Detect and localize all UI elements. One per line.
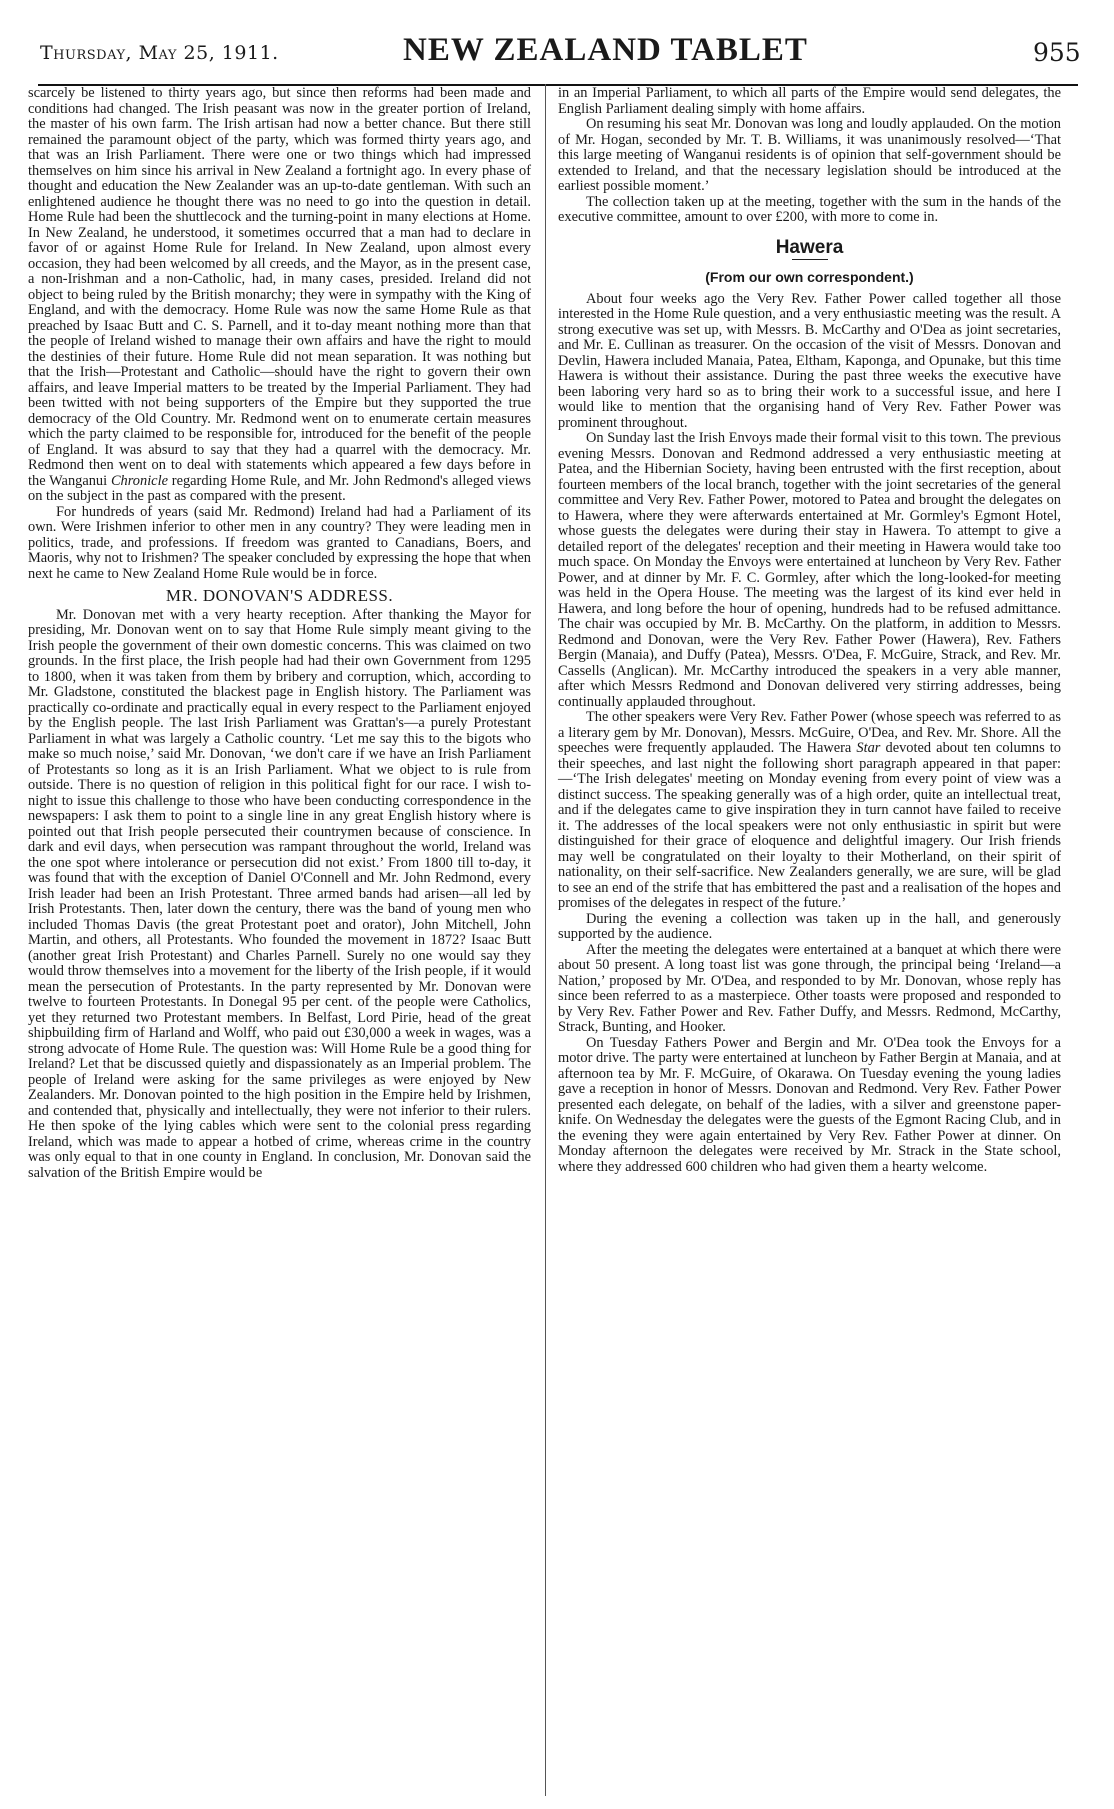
column-divider [545,84,546,1796]
paragraph: The collection taken up at the meeting, together with the sum in the hands of the executive committee, amount to over £200, with more to come in. [558,193,1061,225]
page-number: 955 [1033,38,1081,67]
paragraph: About four weeks ago the Very Rev. Father Power called together all those interested in the Home Rule question, and a very enthusiastic meeting was the result. A strong executive was set up, with Messrs. B. McCarthy and O'Dea as joint secretaries, and Mr. E. Cullinan as treasurer. On the occasion of the visit of Messrs. Donovan and Devlin, Hawera included Manaia, Patea, Eltham, Kaponga, and Opunake, but this time Hawera is without their assistance. During the past three weeks the executive have been laboring very hard so as to bring their work to a successful issue, and here I would like to mention that the organising hand of Very Rev. Father Power was prominent throughout. [558,290,1061,431]
paragraph: On Sunday last the Irish Envoys made their formal visit to this town. The previous evening Messrs. Donovan and Redmond addressed a very enthusiastic meeting at Patea, and the Hibernian Society, having been entrusted with the first reception, about fourteen members of the local branch, together with the joint secretaries of the general committee and Very Rev. Father Power, motored to Patea and brought the delegates on to Hawera, where they were afterwards entertained at Mr. Gormley's Egmont Hotel, whose guests the delegates were during their stay in Hawera. To attempt to give a detailed report of the delegates' reception and their meeting in Hawera would take too much space. On Monday the Envoys were entertained at luncheon by Very Rev. Father Power, and at dinner by Mr. F. C. Gormley, after which the long-looked-for meeting was held in the Opera House. The meeting was the largest of its kind ever held in Hawera, and long before the hour of opening, hundreds had to be refused admittance. The chair was occupied by Mr. B. McCarthy. On the platform, in addition to Messrs. Redmond and Donovan, were the Very Rev. Father Power (Hawera), Rev. Fathers Bergin (Manaia), and Duffy (Patea), Messrs. O'Dea, F. McGuire, Strack, and Rev. Mr. Cassells (Anglican). Mr. McCarthy introduced the speakers in a very able manner, after which Messrs Redmond and Donovan delivered very stirring addresses, being continually applauded throughout. [558,430,1061,710]
paragraph: During the evening a collection was taken up in the hall, and generously supported by the audience. [558,910,1061,942]
section-title: Hawera [775,236,844,258]
masthead [28,28,1088,74]
paragraph: On Tuesday Fathers Power and Bergin and Mr. O'Dea took the Envoys for a motor drive. The party were entertained at luncheon by Father Bergin at Manaia, and at afternoon tea by Mr. F. McGuire, of Okarawa. On Tuesday evening the young ladies gave a reception in honor of Messrs. Donovan and Redmond. Very Rev. Father Power presented each delegate, on behalf of the ladies, with a silver and greenstone paper-knife. On Wednesday the delegates were the guests of the Egmont Racing Club, and in the evening they were again entertained by Very Rev. Father Power at dinner. On Monday afternoon the delegates were received by Mr. Strack in the State school, where they addressed 600 children who had given them a hearty welcome. [558,1034,1061,1175]
paragraph: For hundreds of years (said Mr. Redmond) Ireland had had a Parliament of its own. Were Irishmen inferior to other men in any country? They were leading men in politics, trade, and professions. If freedom was granted to Canadians, Boers, and Maoris, why not to Irishmen? The speaker concluded by expressing the hope that when next he came to New Zealand Home Rule would be in force. [28,503,531,582]
paragraph: After the meeting the delegates were entertained at a banquet at which there were about 50 present. A long toast list was gone through, the principal being ‘Ireland—a Nation,’ proposed by Mr. O'Dea, and responded to by Mr. Donovan, whose reply has since been referred to as a masterpiece. Other toasts were proposed and responded to by Very Rev. Father Power and Rev. Father Duffy, and Messrs. Redmond, McCarthy, Strack, Bunting, and Hooker. [558,941,1061,1035]
section-heading: MR. DONOVAN'S ADDRESS. [165,586,394,605]
paragraph: The other speakers were Very Rev. Father Power (whose speech was referred to as a literary gem by Mr. Donovan), Messrs. McGuire, O'Dea, and Rev. Mr. Shore. All the speeches were frequently applauded. The Hawera Star devoted about ten columns to their speeches, and last night the following short paragraph appeared in that paper:—‘The Irish delegates' meeting on Monday evening from every point of view was a distinct success. The speaking generally was of a high order, quite an intellectual treat, and if the delegates came to give inspiration they in turn cannot have failed to receive it. The addresses of the local speakers were not only enthusiastic in spirit but were distinguished for their grace of eloquence and delightful imagery. Our Irish friends may well be congratulated on their loyalty to their Motherland, on their spirit of nationality, on their self-sacrifice. New Zealanders generally, we are sure, will be glad to see an end of the strife that has embittered the past and a realisation of the hopes and promises of the delegates in respect of the future.’ [558,709,1061,911]
paragraph: scarcely be listened to thirty years ago, but since then reforms had been made and conditions had changed. The Irish peasant was now in the greater portion of Ireland, the master of his own farm. The Irish artisan had now a better chance. But there still remained the paramount object of the party, which was formed thirty years ago, and that was an Irish Parliament. There were one or two things which had impressed themselves on him since his arrival in New Zealand a fortnight ago. In every phase of thought and education the New Zealander was an up-to-date gentleman. With such an enlightened audience he thought there was no need to go into the question in detail. Home Rule had been the shuttlecock and the turning-point in many elections at Home. In New Zealand, he understood, it sometimes occurred that a man had to declare in favor of or against Home Rule for Ireland. In New Zealand, upon almost every occasion, they had been welcomed by all creeds, and the Mayor, as in the present case, a non-Irishman and a non-Catholic, had, in many cases, presided. Ireland did not object to being ruled by the British monarchy; they were in sympathy with the King of England, and with the democracy. Home Rule was now the same Home Rule as that preached by Isaac Butt and C. S. Parnell, and it to-day meant nothing more than that the people of Ireland wished to manage their own affairs and have the right to mould the destinies of their future. Home Rule did not mean separation. It was nothing but that the Irish—Protestant and Catholic—should have the right to govern their own affairs, and leave Imperial matters to be treated by the Imperial Parliament. They had been twitted with not being supporters of the Empire but they supported the true democracy of the Old Country. Mr. Redmond went on to enumerate certain measures which the party claimed to be responsible for, introduced for the benefit of the people of England. It was absurd to say that they had a quarrel with the democracy. Mr. Redmond then went on to deal with statements which appeared a few days before in the Wanganui Chronicle regarding Home Rule, and Mr. John Redmond's alleged views on the subject in the past as compared with the present. [28,85,531,504]
paragraph: Mr. Donovan met with a very hearty reception. After thanking the Mayor for presiding, Mr. Donovan went on to say that Home Rule simply meant giving to the Irish people the government of their own domestic concerns. This was claimed on two grounds. In the first place, the Irish people had had their own Government from 1295 to 1800, when it was taken from them by bribery and corruption, which, according to Mr. Gladstone, constituted the blackest page in English history. The Parliament was practically co-ordinate and practically equal in every respect to the Parliament enjoyed by the English people. The last Irish Parliament was Grattan's—a purely Protestant Parliament in what was largely a Catholic country. ‘Let me say this to the bigots who make so much noise,’ said Mr. Donovan, ‘we don't care if we have an Irish Parliament of Protestants so long as it is an Irish Parliament. What we object to is rule from outside. There is no question of religion in this political fight for our race. I wish to-night to issue this challenge to those who have been conducting correspondence in the newspapers: I ask them to point to a single line in any great English history where is pointed out that Irish people persecuted their countrymen because of conscience. In dark and evil days, when persecution was rampant throughout the world, Ireland was the one spot where intolerance or persecution did not exist.’ From 1800 till to-day, it was found that with the exception of Daniel O'Connell and Mr. John Redmond, every Irish leader had been an Irish Protestant. Three armed bands had arisen—all led by Irish Protestants. Then, later down the century, there was the band of young men who included Thomas Davis (the great Protestant poet and orator), John Mitchell, John Martin, and others, all Protestants. Who founded the movement in 1872? Isaac Butt (another great Irish Protestant) and Charles Parnell. Surely no one would say they would throw themselves into a movement for the liberty of the Irish people, if it would mean the persecution of Protestants. In the party represented by Mr. Donovan were twelve to fourteen Protestants. In Donegal 95 per cent. of the people were Catholics, yet they returned two Protestant members. In Belfast, Lord Pirie, head of the great shipbuilding firm of Harland and Wolff, who paid out £30,000 a week in wages, was a strong advocate of Home Rule. The question was: Will Home Rule be a good thing for Ireland? Let that be discussed quietly and dispassionately as an Imperial problem. The people of Ireland were asking for the same privileges as were enjoyed by New Zealanders. Mr. Donovan pointed to the high position in the Empire held by Irishmen, and contended that, physically and intellectually, they were not inferior to their rulers. He then spoke of the lying cables which were sent to the colonial press regarding Ireland, which was made to appear a hotbed of crime, whereas crime in the country was only equal to that in one county in England. In conclusion, Mr. Donovan said the salvation of the British Empire would be [28,606,531,1181]
dateline: Thursday, May 25, 1911. [40,42,279,64]
right-column [558,86,1061,1175]
title-rule [792,259,828,260]
left-column [28,86,531,1181]
paragraph: in an Imperial Parliament, to which all parts of the Empire would send delegates, the English Parliament dealing simply with home affairs. [558,85,1061,117]
paragraph: On resuming his seat Mr. Donovan was long and loudly applauded. On the motion of Mr. Hogan, seconded by Mr. T. B. Williams, it was unanimously resolved—‘That this large meeting of Wanganui residents is of opinion that self-government should be extended to Ireland, and that the necessary legislation should be introduced at the earliest possible moment.’ [558,116,1061,194]
byline: (From our own correspondent.) [705,269,914,285]
newspaper-title: NEW ZEALAND TABLET [403,32,808,68]
